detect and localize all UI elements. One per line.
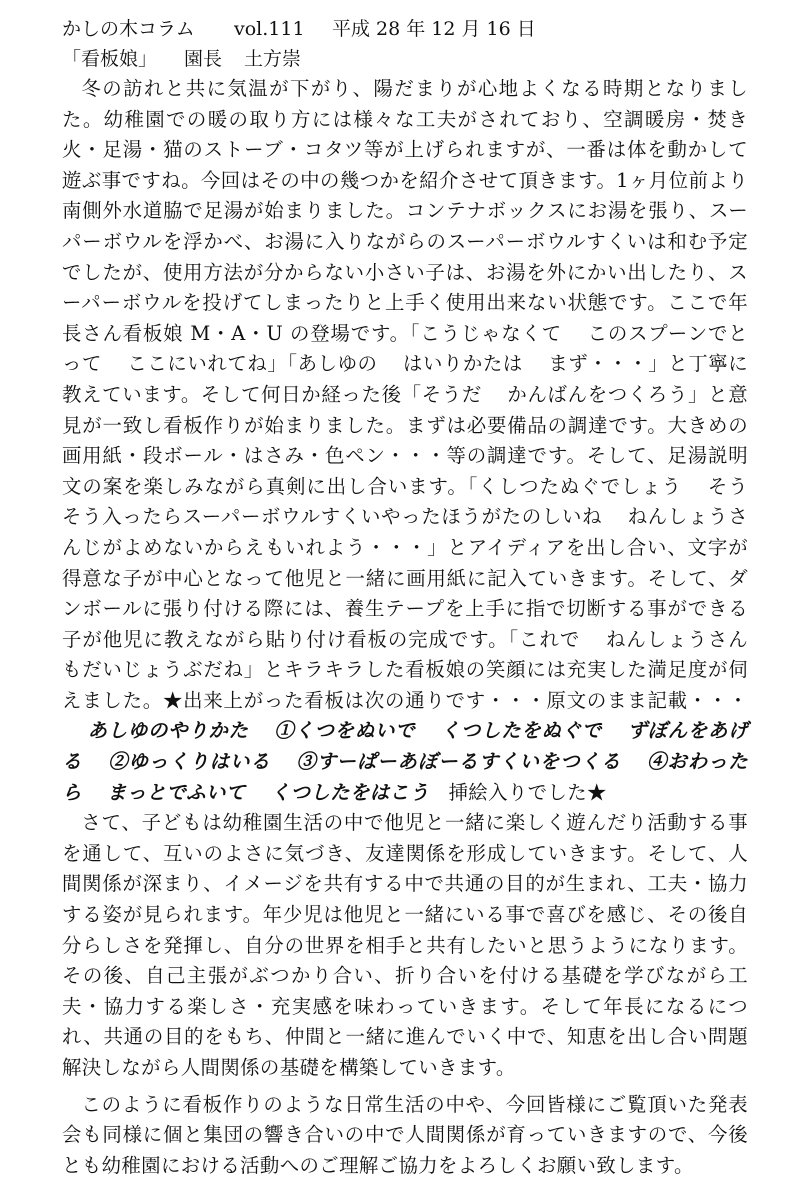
column-title: 「看板娘」 [62,48,158,70]
paragraph-3: このように看板作りのような日常生活の中や、今回皆様にご覧頂いた発表会も同様に個と集団の響き合いの中で人間関係が育っていきますので、今後とも幼稚園における活動へのご理解ご協力をよろしくお願い致します。 [62,1092,748,1177]
column-volume: vol.111 [234,18,305,40]
sign-text-2: ①くつをぬいで [273,719,416,743]
column-header [62,14,748,44]
quote-4b: ねんしょうさんもだいじょうぶだね」とキラキラした看板娘の笑顔には充実した満足度が伺えました。★出来上がった看板は次の通りです・・・原文のまま記載・・・ [62,627,749,712]
sign-text-1: あしゆのやりかた [87,719,249,743]
column-byline [62,44,748,74]
quote-3b: そうそう入ったらスーパーボウルすくいやったほうがたのしいね [62,474,748,529]
quote-4a: 「これで [508,627,581,651]
column-body [62,74,748,1181]
author-role: 園長 [184,48,223,70]
paragraph-1 [62,74,748,808]
column-name: かしの木コラム [62,18,195,40]
paragraph-2: さて、子どもは幼稚園生活の中で他児と一緒に楽しく遊んだり活動する事を通して、互いのよさに気づき、友達関係を形成していきます。そして、人間関係が深まり、イメージを共有する中で共通の目的が生まれ、工夫・協力する姿が見られます。年少児は他児と一緒にいる事で喜びを感じ、その後自分らしさを発揮し、自分の世界を相手と共有したいと思うようになります。その後、自己主張がぶつかり合い、折り合いを付ける基礎を学びながら工夫・協力する楽しさ・充実感を味わっていきます。そして年長になるにつれ、共通の目的をもち、仲間と一緒に進んでいく中で、知恵を出し合い問題解決しながら人間関係の基礎を構築していきます。 [62,811,748,1079]
sign-text-4: ずぼんをあげる [62,719,748,774]
sign-text-6: ③すーぱーあぼーるすくいをつくる [295,750,622,774]
quote-3a: 「くしつたぬぐでしょう [467,474,683,498]
paragraph-1-closing: 挿絵入りでした★ [448,780,607,804]
sign-text-7: ④おわったら [62,750,748,804]
quote-3c: ねんしょうさんじがよめないからえもいれよう・・・」とアイディアを出し合い、文字が得意な子が中心となって他児と一緒に画用紙に記入ていきます。そして、ダンボールに張り付ける際には、養生テープを上手に指で切断する事ができる子が他児に教えながら貼り付け看板の完成です。 [62,505,748,651]
sign-text-3: くつしたをぬぐで [440,719,602,743]
quote-1c: ここにいれてね」「あしゆの [127,352,378,376]
author-name: 土方崇 [244,48,302,70]
sign-text-9: くつしたをはこう [270,780,430,804]
quote-2b: かんばんをつくろう」と意見が一致し看板作りが始まりました。まずは必要備品の調達です。大きめの画用紙・段ボール・はさみ・色ペン・・・等の調達です。そして、足湯説明文の案を楽しみながら真剣に出し合います。 [62,382,748,498]
paragraph-1-intro: 冬の訪れと共に気温が下がり、陽だまりが心地よくなる時期となりました。幼稚園での暖の取り方には様々な工夫がされており、空調暖房・焚き火・足湯・猫のストーブ・コタツ等が上げられますが、一番は体を動かして遊ぶ事ですね。今回はその中の幾つかを紹介させて頂きます。1ヶ月位前より南側外水道脇で足湯が始まりました。コンテナボックスにお湯を張り、スーパーボウルを浮かべ、お湯に入りながらのスーパーボウルすくいは和む予定でしたが、使用方法が分からない小さい子は、お湯を外にかい出したり、スーパーボウルを投げてしまったりと上手く使用出来ない状態です。ここで年長さん看板娘 M・A・U の登場です。 [62,77,748,345]
column-date: 平成 28 年 12 月 16 日 [332,18,536,40]
quote-2a: 「そうだ [401,382,482,406]
sign-text-5: ②ゆっくりはいる [107,750,271,774]
quote-1b: このスプーンでとって [62,321,749,376]
column-page [62,14,748,1181]
quote-1a: 「こうじゃなくて [409,321,562,345]
quote-1e: まず・・・」と丁寧に教えています。そして何日か経った後 [62,352,749,406]
quote-1d: はいりかたは [402,352,523,376]
sign-text-8: まっとでふいて [107,780,246,804]
